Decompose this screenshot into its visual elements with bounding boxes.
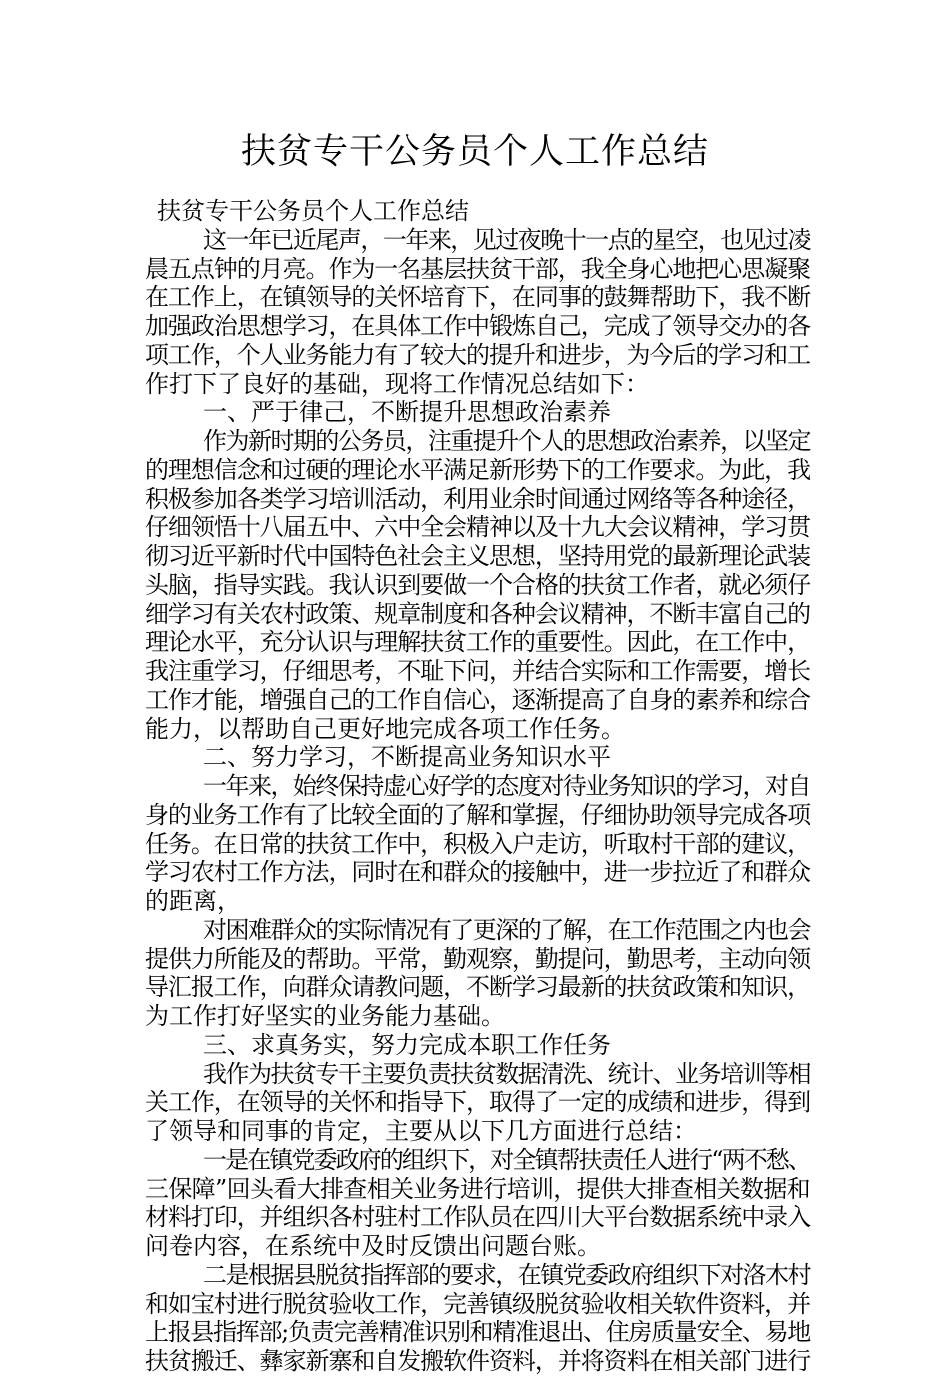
text-line: 加强政治思想学习，在具体工作中锻炼自己，完成了领导交办的各 (145, 312, 810, 340)
text-line: 和如宝村进行脱贫验收工作，完善镇级脱贫验收相关软件资料，并 (145, 1289, 810, 1318)
text-line: 身的业务工作有了比较全面的了解和掌握，仔细协助领导完成各项 (145, 800, 810, 829)
text-line: 理论水平，充分认识与理解扶贫工作的重要性。因此，在工作中， (145, 628, 810, 657)
text-line: 了领导和同事的肯定，主要从以下几方面进行总结： (145, 1117, 697, 1145)
paragraph-first-line: 一年来，始终保持虚心好学的态度对待业务知识的学习，对自 (203, 772, 810, 800)
text-line: 的理想信念和过硬的理论水平满足新形势下的工作要求。为此，我 (145, 455, 810, 484)
text-line: 细学习有关农村政策、规章制度和各种会议精神，不断丰富自己的 (145, 599, 810, 628)
text-line: 在工作上，在镇领导的关怀培育下，在同事的鼓舞帮助下，我不断 (145, 283, 810, 312)
text-line: 任务。在日常的扶贫工作中，积极入户走访，听取村干部的建议， (145, 829, 810, 858)
paragraph-first-line: 二是根据县脱贫指挥部的要求，在镇党委政府组织下对洛木村 (203, 1260, 810, 1289)
text-line: 工作才能，增强自己的工作自信心，逐渐提高了自身的素养和综合 (145, 685, 810, 714)
text-line: 导汇报工作，向群众请教问题，不断学习最新的扶贫政策和知识， (145, 973, 810, 1002)
paragraph-first-line: 作为新时期的公务员，注重提升个人的思想政治素养，以坚定 (203, 427, 810, 455)
text-line: 扶贫搬迁、彝家新寨和自发搬软件资料，并将资料在相关部门进行 (145, 1347, 810, 1375)
text-line: 积极参加各类学习培训活动，利用业余时间通过网络等各种途径， (145, 484, 810, 513)
paragraph-first-line: 对困难群众的实际情况有了更深的了解，在工作范围之内也会 (203, 915, 810, 944)
text-line: 仔细领悟十八届五中、六中全会精神以及十九大会议精神，学习贯 (145, 513, 810, 542)
text-line: 上报县指挥部;负责完善精准识别和精准退出、住房质量安全、易地 (145, 1318, 810, 1347)
document-body (145, 197, 810, 1376)
paragraph-first-line: 三、求真务实，努力完成本职工作任务 (203, 1030, 611, 1059)
text-line: 材料打印，并组织各村驻村工作队员在四川大平台数据系统中录入 (145, 1203, 810, 1232)
text-line: 提供力所能及的帮助。平常，勤观察，勤提问，勤思考，主动向领 (145, 944, 810, 973)
text-line: 头脑，指导实践。我认识到要做一个合格的扶贫工作者，就必须仔 (145, 570, 810, 599)
text-line: 问卷内容，在系统中及时反馈出问题台账。 (145, 1232, 601, 1260)
text-line: 扶贫专干公务员个人工作总结 (157, 197, 469, 225)
text-line: 的距离， (145, 887, 241, 915)
document-title: 扶贫专干公务员个人工作总结 (240, 132, 709, 172)
paragraph-first-line: 一是在镇党委政府的组织下，对全镇帮扶责任人进行“两不愁、 (203, 1145, 810, 1174)
text-line: 学习农村工作方法，同时在和群众的接触中，进一步拉近了和群众 (145, 858, 810, 887)
paragraph-first-line: 二、努力学习，不断提高业务知识水平 (203, 743, 611, 772)
text-line: 关工作，在领导的关怀和指导下，取得了一定的成绩和进步，得到 (145, 1088, 810, 1117)
text-line: 晨五点钟的月亮。作为一名基层扶贫干部，我全身心地把心思凝聚 (145, 254, 810, 283)
text-line: 为工作打好坚实的业务能力基础。 (145, 1002, 505, 1030)
text-line: 彻习近平新时代中国特色社会主义思想，坚持用党的最新理论武装 (145, 542, 810, 570)
text-line: 作打下了良好的基础，现将工作情况总结如下： (145, 369, 649, 398)
text-line: 三保障”回头看大排查相关业务进行培训，提供大排查相关数据和 (145, 1174, 810, 1203)
paragraph-first-line: 一、严于律己，不断提升思想政治素养 (203, 398, 611, 427)
text-line: 能力，以帮助自己更好地完成各项工作任务。 (145, 714, 625, 743)
text-line: 我注重学习，仔细思考，不耻下问，并结合实际和工作需要，增长 (145, 657, 810, 685)
paragraph-first-line: 我作为扶贫专干主要负责扶贫数据清洗、统计、业务培训等相 (203, 1059, 810, 1088)
text-line: 项工作，个人业务能力有了较大的提升和进步，为今后的学习和工 (145, 340, 810, 369)
paragraph-first-line: 这一年已近尾声，一年来，见过夜晚十一点的星空，也见过凌 (203, 225, 810, 254)
